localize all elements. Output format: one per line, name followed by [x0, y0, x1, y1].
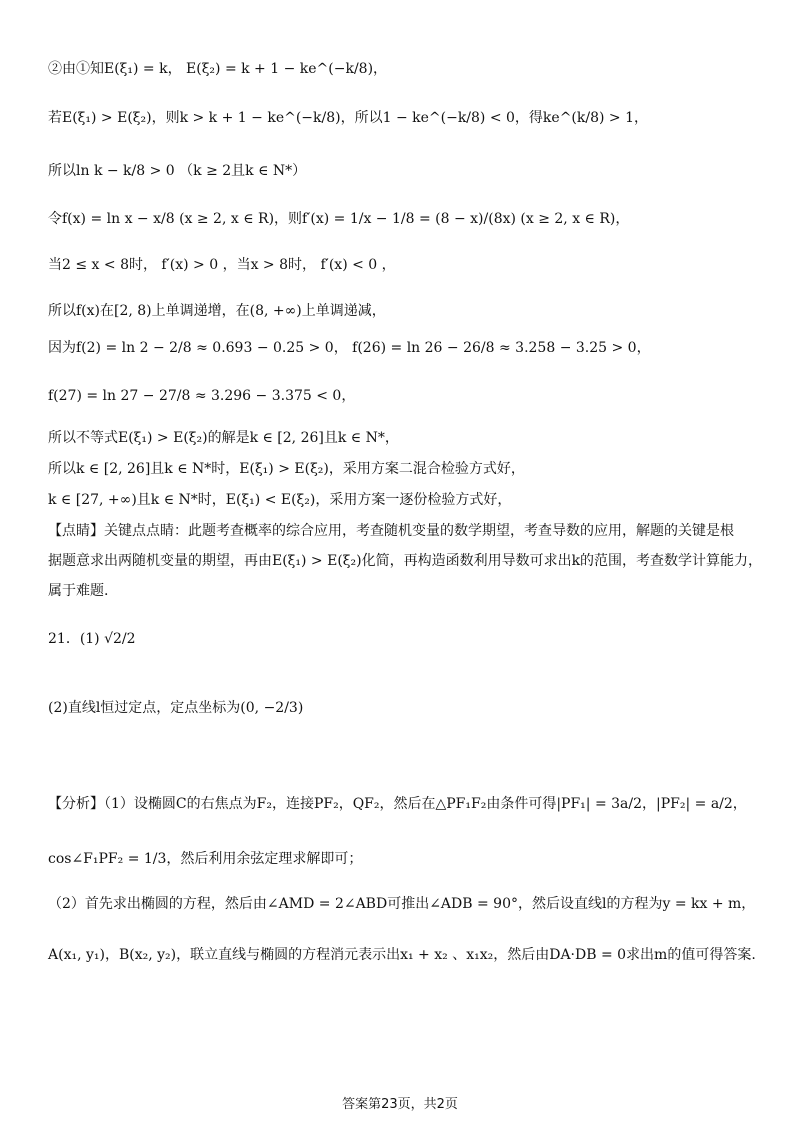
text-line: 据题意求出两随机变量的期望，再由E(ξ₁) > E(ξ₂)化简，再构造函数利用导数可求出k的范围，考查数学计算能力， — [48, 553, 763, 569]
text-line: 【点睛】关键点点睛：此题考查概率的综合应用，考查随机变量的数学期望，考查导数的应用，解题的关键是根 — [48, 523, 734, 539]
text-line: 所以f(x)在[2, 8)上单调递增，在(8, +∞)上单调递减， — [48, 303, 386, 319]
page-footer: 答案第23页，共2页 — [342, 1097, 458, 1112]
text-line: 若E(ξ₁) > E(ξ₂)，则k > k + 1 − ke^(−k/8)，所以1 − ke^(−k/8) < 0，得ke^(k/8) > 1， — [48, 110, 648, 126]
answer-21-2: (2)直线l恒过定点，定点坐标为(0, −2/3) — [48, 700, 304, 716]
text-line: 当2 ≤ x < 8时， f′(x) > 0 ，当x > 8时， f′(x) < 0 ， — [48, 257, 396, 273]
answer-21-1: 21．(1) √2/2 — [48, 631, 136, 647]
text-line: 令f(x) = ln x − x/8 (x ≥ 2, x ∈ R)，则f′(x) = 1/x − 1/8 = (8 − x)/(8x) (x ≥ 2, x ∈ R)， — [48, 211, 630, 227]
text-line: ②由①知E(ξ₁) = k， E(ξ₂) = k + 1 − ke^(−k/8)， — [48, 61, 388, 77]
text-line: （2）首先求出椭圆的方程，然后由∠AMD = 2∠ABD可推出∠ADB = 90°，然后设直线l的方程为y = kx + m， — [48, 896, 756, 912]
text-line: A(x₁, y₁)，B(x₂, y₂)，联立直线与椭圆的方程消元表示出x₁ + x₂ 、x₁x₂，然后由DA·DB = 0求出m的值可得答案. — [48, 947, 756, 963]
text-line: 因为f(2) = ln 2 − 2/8 ≈ 0.693 − 0.25 > 0， f(26) = ln 26 − 26/8 ≈ 3.258 − 3.25 > 0， — [48, 340, 651, 356]
text-line: 所以ln k − k/8 > 0 （k ≥ 2且k ∈ N*） — [48, 163, 307, 179]
text-line: 所以不等式E(ξ₁) > E(ξ₂)的解是k ∈ [2, 26]且k ∈ N*， — [48, 430, 399, 446]
analysis-line: 【分析】（1）设椭圆C的右焦点为F₂，连接PF₂，QF₂，然后在△PF₁F₂由条件可得|PF₁| = 3a/2，|PF₂| = a/2， — [48, 796, 747, 812]
text-line: cos∠F₁PF₂ = 1/3，然后利用余弦定理求解即可； — [48, 851, 363, 867]
text-line: 属于难题. — [48, 583, 109, 599]
text-line: f(27) = ln 27 − 27/8 ≈ 3.296 − 3.375 < 0， — [48, 388, 356, 404]
text-line: 所以k ∈ [2, 26]且k ∈ N*时，E(ξ₁) > E(ξ₂)，采用方案二混合检验方式好， — [48, 461, 525, 477]
text-line: k ∈ [27, +∞)且k ∈ N*时，E(ξ₁) < E(ξ₂)，采用方案一逐份检验方式好， — [48, 492, 512, 508]
